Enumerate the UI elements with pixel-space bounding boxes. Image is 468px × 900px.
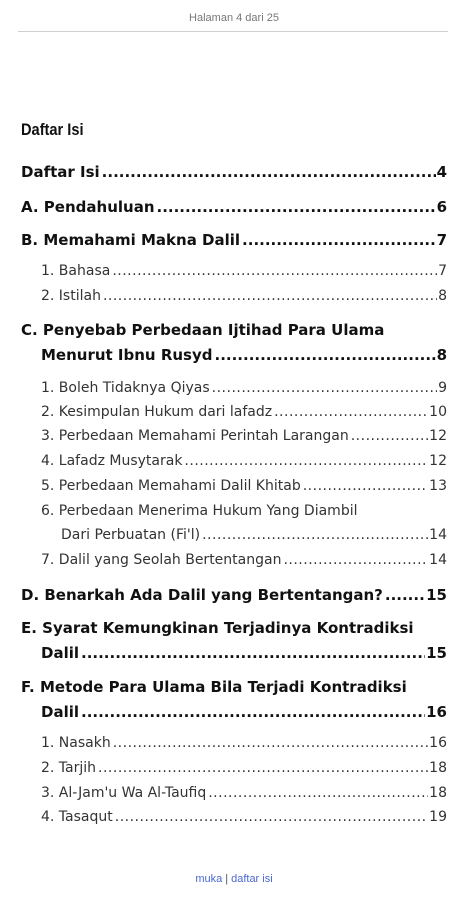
dot-leader — [212, 380, 437, 396]
toc-entry-title: A. Pendahuluan — [21, 198, 155, 216]
page-footer — [0, 873, 468, 885]
toc-entry-page: 4 — [436, 163, 447, 181]
toc-entry-perbuatan-fil[interactable] — [41, 503, 447, 549]
dot-leader — [242, 231, 436, 249]
toc-entry-page: 18 — [429, 785, 447, 801]
toc-entry-page: 18 — [429, 760, 447, 776]
home-link[interactable]: muka — [195, 873, 223, 885]
dot-leader — [81, 703, 425, 721]
toc-entry-nasakh[interactable] — [41, 735, 447, 751]
dot-leader — [303, 478, 428, 494]
toc-entry-tarjih[interactable] — [41, 760, 447, 776]
toc-entry-title: 3. Al-Jam'u Wa Al-Taufiq — [41, 785, 207, 801]
toc-entry-title: Daftar Isi — [21, 163, 100, 181]
toc-entry-perintah-larangan[interactable] — [41, 428, 447, 444]
toc-entry-title-line1: 6. Perbedaan Menerima Hukum Yang Diambil — [41, 503, 358, 519]
toc-entry-page: 8 — [438, 288, 447, 304]
toc-entry-page: 10 — [429, 404, 447, 420]
toc-entry-title: 2. Kesimpulan Hukum dari lafadz — [41, 404, 273, 420]
header-divider — [18, 31, 448, 32]
toc-link[interactable]: daftar isi — [231, 873, 273, 885]
toc-entry-title-line2: Menurut Ibnu Rusyd — [41, 346, 213, 364]
toc-entry-page: 15 — [426, 644, 447, 662]
toc-entry-title: B. Memahami Makna Dalil — [21, 231, 241, 249]
toc-entry-title-line2: Dari Perbuatan (Fi'l) — [61, 527, 201, 543]
dot-leader — [112, 263, 437, 279]
page-indicator: Halaman 4 dari 25 — [189, 12, 279, 24]
toc-entry-title: 2. Istilah — [41, 288, 101, 304]
toc-entry-title: 1. Nasakh — [41, 735, 111, 751]
toc-entry-metode-para-ulama[interactable] — [21, 678, 447, 724]
dot-leader — [98, 760, 428, 776]
toc-entry-page: 14 — [429, 527, 447, 543]
toc-entry-dalil-seolah-bertentangan[interactable] — [41, 552, 447, 568]
toc-entry-title: 2. Tarjih — [41, 760, 97, 776]
toc-entry-page: 19 — [429, 809, 447, 825]
toc-entry-penyebab-perbedaan-ijtihad[interactable] — [21, 321, 447, 367]
toc-entry-page: 12 — [429, 453, 447, 469]
dot-leader — [202, 527, 428, 543]
toc-entry-daftar-isi[interactable] — [21, 163, 447, 181]
toc-entry-page: 7 — [436, 231, 447, 249]
toc-entry-title-line2: Dalil — [41, 644, 79, 662]
toc-entry-lafadz-musytarak[interactable] — [41, 453, 447, 469]
footer-separator: | — [225, 873, 229, 885]
toc-entry-title-line1: F. Metode Para Ulama Bila Terjadi Kontradiksi — [21, 678, 407, 696]
toc-entry-page: 9 — [438, 380, 447, 396]
toc-entry-page: 16 — [426, 703, 447, 721]
dot-leader — [157, 198, 436, 216]
toc-entry-title: 1. Boleh Tidaknya Qiyas — [41, 380, 210, 396]
dot-leader — [113, 735, 428, 751]
dot-leader — [115, 809, 428, 825]
toc-entry-page: 12 — [429, 428, 447, 444]
dot-leader — [385, 586, 425, 604]
toc-entry-tasaqut[interactable] — [41, 809, 447, 825]
toc-entry-benarkah-ada-dalil[interactable] — [21, 586, 447, 604]
toc-entry-title-line1: C. Penyebab Perbedaan Ijtihad Para Ulama — [21, 321, 385, 339]
toc-entry-title: 4. Tasaqut — [41, 809, 113, 825]
toc-entry-title-line2: Dalil — [41, 703, 79, 721]
dot-leader — [283, 552, 428, 568]
toc-entry-title: 1. Bahasa — [41, 263, 111, 279]
toc-entry-kesimpulan-hukum[interactable] — [41, 404, 447, 420]
toc-entry-page: 15 — [426, 586, 447, 604]
toc-entry-bahasa[interactable] — [41, 263, 447, 279]
dot-leader — [184, 453, 428, 469]
toc-entry-page: 6 — [436, 198, 447, 216]
toc-entry-memahami-makna-dalil[interactable] — [21, 231, 447, 249]
toc-entry-page: 7 — [438, 263, 447, 279]
toc-entry-title: 3. Perbedaan Memahami Perintah Larangan — [41, 428, 349, 444]
dot-leader — [81, 644, 425, 662]
toc-entry-istilah[interactable] — [41, 288, 447, 304]
toc-entry-syarat-kemungkinan[interactable] — [21, 619, 447, 665]
toc-entry-title: D. Benarkah Ada Dalil yang Bertentangan? — [21, 586, 383, 604]
dot-leader — [215, 346, 436, 364]
toc-entry-page: 13 — [429, 478, 447, 494]
toc-entry-title-line1: E. Syarat Kemungkinan Terjadinya Kontradiksi — [21, 619, 414, 637]
toc-entry-title: 4. Lafadz Musytarak — [41, 453, 183, 469]
toc-entry-dalil-khitab[interactable] — [41, 478, 447, 494]
toc-entry-title: 5. Perbedaan Memahami Dalil Khitab — [41, 478, 301, 494]
toc-entry-title: 7. Dalil yang Seolah Bertentangan — [41, 552, 282, 568]
toc-entry-pendahuluan[interactable] — [21, 198, 447, 216]
dot-leader — [274, 404, 428, 420]
toc-entry-al-jamu-wa-al-taufiq[interactable] — [41, 785, 447, 801]
toc-entry-boleh-tidaknya-qiyas[interactable] — [41, 380, 447, 396]
toc-entry-page: 14 — [429, 552, 447, 568]
toc-entry-page: 8 — [436, 346, 447, 364]
toc-entry-page: 16 — [429, 735, 447, 751]
dot-leader — [103, 288, 437, 304]
document-title: Daftar Isi — [21, 120, 84, 139]
dot-leader — [208, 785, 428, 801]
dot-leader — [351, 428, 428, 444]
dot-leader — [102, 163, 436, 181]
